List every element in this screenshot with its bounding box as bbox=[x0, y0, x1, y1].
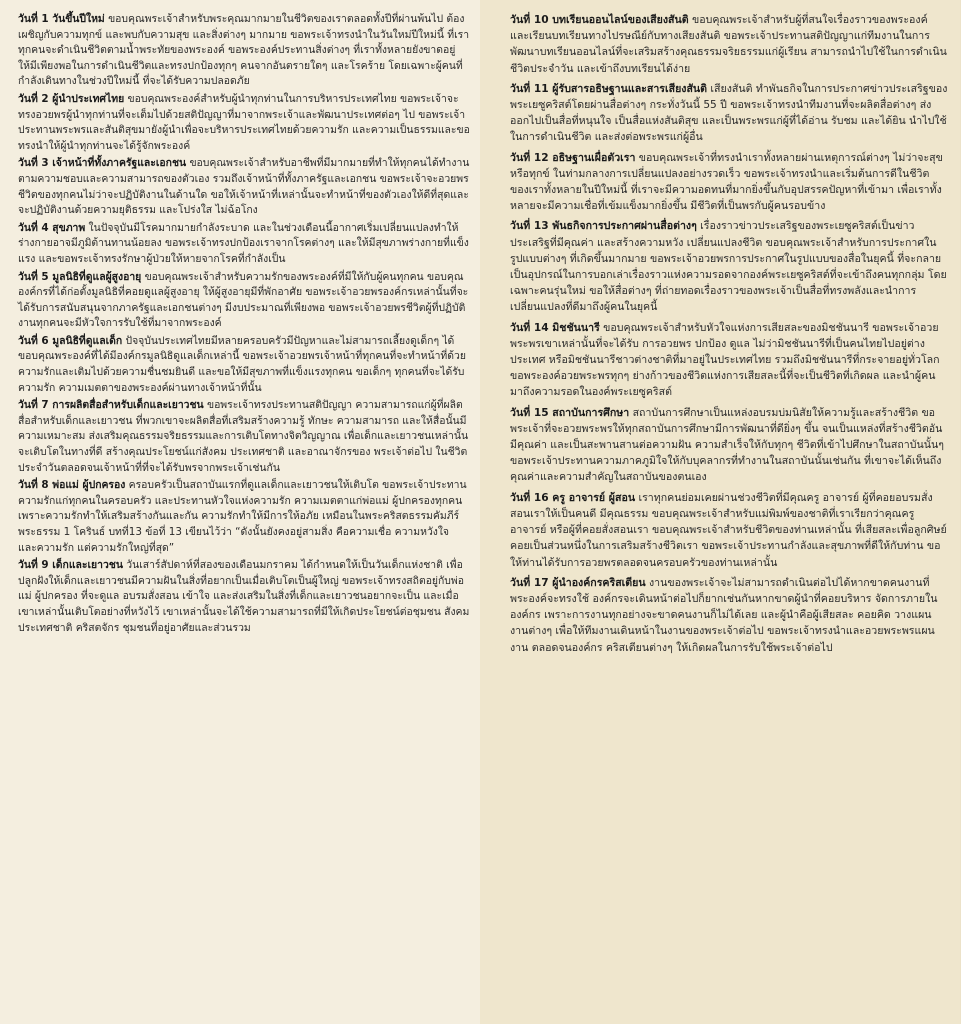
entry-heading: วันที่ 6 มูลนิธิที่ดูแลเด็ก bbox=[18, 334, 123, 347]
entry-heading: วันที่ 11 ผู้รับสารอธิษฐานและสารเสียงสันติ bbox=[510, 82, 708, 95]
entry-body: ขอบคุณพระเจ้าสำหรับผู้ที่สนใจเรื่องราวของพระองค์ และเรียนบทเรียนทางไปรษณีย์กับทางเสียงสันติ ขอพระเจ้าประทานสติปัญญาแก่ทีมงานในการพัฒนาบทเรียนออนไลน์ที่จะเสริมสร้างคุณธรรมจริยธรรมแก่ผู้เรียน สามารถนำไปใช้ในการดำเนินชีวิตประจำวัน และเข้าถึงบทเรียนได้ง่าย bbox=[510, 14, 947, 75]
entry-body: ขอบคุณพระเจ้าสำหรับหัวใจแห่งการเสียสละของมิชชันนารี ขอพระเจ้าอวยพระพรเขาเหล่านั้นที่จะได้รับ การอวยพร ปกป้อง ดูแล ไม่ว่ามิชชันนารีที่เป็นคนไทยไปอยู่ต่างประเทศ หรือมิชชันนารีชาวต่างชาติที่มาอยู่ในประเทศไทย รวมถึงมิชชันนารีที่กระจายอยู่ทั่วโลก ขอพระองค์อวยพระพรทุกๆ ย่างก้าวของชีวิตแห่งการเสียสละนี้ที่จะเป็นชีวิตที่เกิดผล และนำผู้คนมาถึงความรอดในองค์พระเยซูคริสต์ bbox=[510, 321, 940, 399]
prayer-entry-day-5 bbox=[18, 270, 470, 332]
entry-body: ขอพระเจ้าทรงประทานสติปัญญา ความสามารถแก่ผู้ที่ผลิตสื่อสำหรับเด็กและเยาวชน ที่พวกเขาจะผลิตสื่อที่เสริมสร้างความรู้ ทักษะ ความสามารถ และให้สื่อนั้นมีความเหมาะสม ส่งเสริมคุณธรรมจริยธรรมและการเติบโตทางจิตวิญญาณ เพื่อเด็กและเยาวชนเหล่านั้นจะเติบโตในทางที่ดี สร้างคุณประโยชน์แก่สังคม ประเทศชาติ และอาณาจักรของ พระเจ้าต่อไป ในชีวิตประจำวันตลอดจนเจ้าหน้าที่ที่จะได้รับพรจากพระเจ้าเช่นกัน bbox=[18, 399, 469, 474]
entry-heading: วันที่ 2 ผู้นำประเทศไทย bbox=[18, 92, 125, 105]
entry-heading: วันที่ 1 วันขึ้นปีใหม่ bbox=[18, 13, 105, 25]
prayer-entry-day-7 bbox=[18, 398, 470, 476]
prayer-entry-day-16 bbox=[510, 490, 948, 571]
prayer-entry-day-3 bbox=[18, 156, 470, 218]
entry-body: ขอบคุณพระเจ้าสำหรับพระคุณมากมายในชีวิตของเราตลอดทั้งปีที่ผ่านพ้นไป ต้องเผชิญกับความทุกข์ และพบกับความสุข และสิ่งต่างๆ มากมาย ขอพระเจ้าทรงนำในวันใหม่ปีใหม่นี้ ที่เราทุกคนจะดำเนินชีวิตตามน้ำพระทัยของพระองค์ ขอพระองค์ประทานสิ่งต่างๆ ที่เราทั้งหลายยังขาดอยู่ ให้มีเพียงพอในการดำเนินชีวิตและทรงปกป้องทุกๆ คนจากอันตรายใดๆ และโรคร้าย โดยเฉพาะผู้คนที่กำลังเดินทางในช่วงปีใหม่นี้ ที่จะได้รับความปลอดภัย bbox=[18, 13, 470, 88]
prayer-entry-day-1 bbox=[18, 12, 470, 90]
entry-body: ขอบคุณพระองค์สำหรับผู้นำทุกท่านในการบริหารประเทศไทย ขอพระเจ้าจะทรงอวยพรผู้นำทุกท่านที่จะเต็มไปด้วยสติปัญญาที่มาจากพระเจ้าและพัฒนาประเทศต่อๆ ไป ขอพระเจ้าประทานพระพรและสันติสุขมายังผู้นำเพื่อจะบริหารประเทศไทยด้วยความรัก และความเป็นธรรมและขอทรงนำให้ผู้นำทุกท่านจะได้รู้จักพระองค์ bbox=[18, 92, 470, 152]
prayer-entry-day-8 bbox=[18, 478, 470, 556]
prayer-entry-day-6 bbox=[18, 334, 470, 396]
prayer-entry-day-12 bbox=[510, 150, 948, 215]
prayer-entry-day-2 bbox=[18, 92, 470, 154]
entry-body: วันเสาร์สัปดาห์ที่สองของเดือนมกราคม ได้กำหนดให้เป็นวันเด็กแห่งชาติ เพื่อปลูกฝังให้เด็กและเยาวชนมีความฝันในสิ่งที่อยากเป็นเมื่อเติบโตเป็นผู้ใหญ่ ขอพระเจ้าทรงสถิตอยู่กับพ่อแม่ ผู้ปกครอง ที่จะดูแล อบรมสั่งสอน เข้าใจ และส่งเสริมในสิ่งที่เด็กและเยาวชนอยากจะเป็น และเมื่อเขาเหล่านั้นเติบโตอย่างที่หวังไว้ เขาเหล่านั้นจะได้ใช้ความสามารถที่มีให้เกิดประโยชน์ต่อชุมชน สังคม ประเทศชาติ คริสตจักร ชุมชนที่อยู่อาศัยและส่วนรวม bbox=[18, 559, 470, 634]
prayer-entry-day-4 bbox=[18, 221, 470, 268]
prayer-entry-day-13 bbox=[510, 218, 948, 315]
entry-heading: วันที่ 10 บทเรียนออนไลน์ของเสียงสันติ bbox=[510, 14, 689, 26]
entry-body: ครอบครัวเป็นสถาบันแรกที่ดูแลเด็กและเยาวชนให้เติบโต ขอพระเจ้าประทานความรักแก่ทุกคนในครอบครัว และประทานหัวใจแห่งความรัก ความเมตตาแก่พ่อแม่ ผู้ปกครองทุกคน เพราะความรักทำให้เสริมสร้างกันและกัน ความรักทำให้มีการให้อภัย เหมือนในพระคริสตธรรมคัมภีร์ พระธรรม 1 โครินธ์ บทที่13 ข้อที่ 13 เขียนไว้ว่า “ดังนั้นยังคงอยู่สามสิ่ง คือความเชื่อ ความหวังใจ และความรัก แต่ความรักใหญ่ที่สุด” bbox=[18, 479, 467, 554]
entry-body: ขอบคุณพระเจ้าที่ทรงนำเราทั้งหลายผ่านเหตุการณ์ต่างๆ ไม่ว่าจะสุข หรือทุกข์ ในท่ามกลางการเปลี่ยนแปลงอย่างรวดเร็ว ขอพระเจ้าทรงนำและเริ่มต้นการดีในชีวิตของเราทั้งหลายในปีใหม่นี้ ที่เราจะมีความอดทนที่มากยิ่งขึ้นกับอุปสรรคปัญหาที่เข้ามา เพื่อเราทั้งหลายจะมีความเชื่อที่เข้มแข็งมากยิ่งขึ้น มีชีวิตที่เป็นพรกับผู้คนรอบข้าง bbox=[510, 151, 943, 213]
left-column bbox=[0, 0, 480, 1024]
entry-body: สถาบันการศึกษาเป็นแหล่งอบรมบ่มนิสัยให้ความรู้และสร้างชีวิต ขอพระเจ้าที่จะอวยพระพรให้ทุกสถาบันการศึกษามีการพัฒนาที่ดียิ่งๆ ขึ้น จนเป็นแหล่งที่สร้างชีวิตอันมีคุณค่า และเป็นสะพานสานต่อความฝัน ความสำเร็จให้กับทุกๆ ชีวิตที่เข้าไปศึกษาในสถาบันนั้นๆ ขอพระเจ้าประทานความภาคภูมิใจให้กับบุคลากรที่ทำงานในสถาบันนั้นเช่นกัน ที่เขาจะได้เห็นถึงคุณค่าและความสำคัญในสถาบันของตนเอง bbox=[510, 406, 944, 484]
entry-body: ขอบคุณพระเจ้าสำหรับความรักของพระองค์ที่มีให้กับผู้คนทุกคน ขอบคุณองค์กรที่ได้ก่อตั้งมูลนิธิที่คอยดูแลผู้สูงอายุ ให้ผู้สูงอายุมีที่พักอาศัย ขอพระเจ้าอวยพรองค์กรเหล่านั้นที่จะได้รับการสนับสนุนจากภาครัฐและเอกชนต่างๆ มีงบประมาณที่เพียงพอ ขอพระเจ้าอวยพรชีวิตผู้ที่ปฏิบัติงานทุกคนจะมีหัวใจการรับใช้ที่มาจากพระองค์ bbox=[18, 270, 469, 330]
entry-body: เสียงสันติ ทำพันธกิจในการประกาศข่าวประเสริฐของพระเยซูคริสต์โดยผ่านสื่อต่างๆ กระทั่งวันนี้ 55 ปี ขอพระเจ้าทรงนำทีมงานที่จะผลิตสื่อต่างๆ ส่งออกไปเป็นสื่อที่หนุนใจ เป็นสื่อแห่งสันติสุข และเป็นพระพรแก่ผู้ที่ได้อ่าน รับชม และได้ยิน นำไปใช้ในการดำเนินชีวิต และส่งต่อพระพรแก่ผู้อื่น bbox=[510, 82, 948, 144]
entry-body: งานของพระเจ้าจะไม่สามารถดำเนินต่อไปได้หากขาดคนงานที่พระองค์จะทรงใช้ องค์กรจะเดินหน้าต่อไปก็ยากเช่นกันหากขาดผู้นำที่คอยบริหาร จัดการภายในองค์กร เพราะการงานทุกอย่างจะขาดคนงานก็ไม่ได้เลย และผู้นำคือผู้เสียสละ คอยคิด วางแผนงานต่างๆ เพื่อให้ทีมงานเดินหน้าในงานของพระเจ้าต่อไป ขอพระเจ้าทรงนำและอวยพระพรแผนงาน ตลอดจนองค์กร คริสเตียนต่างๆ ให้เกิดผลในการรับใช้พระเจ้าต่อไป bbox=[510, 576, 938, 654]
prayer-entry-day-15 bbox=[510, 405, 948, 486]
prayer-entry-day-14 bbox=[510, 320, 948, 401]
entry-heading: วันที่ 14 มิชชันนารี bbox=[510, 321, 600, 334]
right-column bbox=[480, 0, 960, 1024]
entry-heading: วันที่ 3 เจ้าหน้าที่ทั้งภาครัฐและเอกชน bbox=[18, 157, 187, 170]
entry-heading: วันที่ 4 สุขภาพ bbox=[18, 221, 86, 234]
entry-body: เราทุกคนย่อมเคยผ่านช่วงชีวิตที่มีคุณครู อาจารย์ ผู้ที่คอยอบรมสั่งสอนเราให้เป็นคนดี มีคุณธรรม ขอบคุณพระเจ้าสำหรับแม่พิมพ์ของชาติที่เราเรียกว่าคุณครู อาจารย์ หรือผู้ที่คอยสั่งสอนเรา ขอบคุณพระเจ้าสำหรับชีวิตของท่านเหล่านั้น ที่เสียสละเพื่อลูกศิษย์ คอยเป็นส่วนหนึ่งในการเสริมสร้างชีวิตเรา ขอพระเจ้าประทานกำลังและสุขภาพที่ดีให้กับท่าน ขอให้ท่านได้รับการอวยพรตลอดจนครอบครัวของท่านเหล่านั้น bbox=[510, 491, 947, 569]
entry-heading: วันที่ 16 ครู อาจารย์ ผู้สอน bbox=[510, 491, 636, 504]
entry-body: เรื่องราวข่าวประเสริฐของพระเยซูคริสต์เป็นข่าวประเสริฐที่มีคุณค่า และสร้างความหวัง เปลี่ยนแปลงชีวิต ขอบคุณพระเจ้าสำหรับการประกาศในรูปแบบต่างๆ ที่เกิดขึ้นมากมาย ขอพระเจ้าอวยพรการประกาศในรูปแบบของสื่อในยุคนี้ ที่จะกลายเป็นอุปกรณ์ในการบอกเล่าเรื่องราวแห่งความรอดจากองค์พระเยซูคริสต์ที่จะเข้าถึงคนทุกกลุ่ม โดยเฉพาะคนรุ่นใหม่ ขอให้สื่อต่างๆ ที่ถ่ายทอดเรื่องราวของพระเจ้าเป็นสื่อที่ทรงพลังและนำการเปลี่ยนแปลงที่ดีมาถึงผู้คนในยุคนี้ bbox=[510, 220, 947, 314]
entry-heading: วันที่ 12 อธิษฐานเผื่อตัวเรา bbox=[510, 151, 636, 164]
entry-heading: วันที่ 15 สถาบันการศึกษา bbox=[510, 406, 630, 419]
entry-heading: วันที่ 7 การผลิตสื่อสำหรับเด็กและเยาวชน bbox=[18, 399, 204, 412]
entry-body: ในปัจจุบันมีโรคมากมายกำลังระบาด และในช่วงเดือนนี้อากาศเริ่มเปลี่ยนแปลงทำให้ร่างกายอาจมีภูมิต้านทานน้อยลง ขอพระเจ้าทรงปกป้องเราจากโรคต่างๆ และให้มีสุขภาพร่างกายที่แข็งแรง และขอพระเจ้าทรงรักษาผู้ป่วยให้หายจากโรคที่กำลังเป็น bbox=[18, 221, 469, 265]
entry-heading: วันที่ 9 เด็กและเยาวชน bbox=[18, 559, 123, 572]
entry-heading: วันที่ 5 มูลนิธิที่ดูแลผู้สูงอายุ bbox=[18, 270, 142, 283]
prayer-entry-day-11 bbox=[510, 81, 948, 146]
entry-heading: วันที่ 17 ผู้นำองค์กรคริสเตียน bbox=[510, 576, 646, 589]
entry-body: ขอบคุณพระเจ้าสำหรับอาชีพที่มีมากมายที่ทำให้ทุกคนได้ทำงานตามความชอบและความสามารถของตัวเอง รวมถึงเจ้าหน้าที่ทั้งภาครัฐและเอกชน ขอพระเจ้าจะอวยพรชีวิตของทุกคนไม่ว่าจะปฏิบัติงานในด้านใด ขอให้เจ้าหน้าที่เหล่านั้นจะทำหน้าที่ของตัวเองให้ดีที่สุดและจะปฏิบัติงานด้วยความยุติธรรม และโปร่งใส ไม่ฉ้อโกง bbox=[18, 157, 470, 217]
entry-heading: วันที่ 8 พ่อแม่ ผู้ปกครอง bbox=[18, 479, 126, 492]
prayer-entry-day-10 bbox=[510, 12, 948, 77]
entry-heading: วันที่ 13 พันธกิจการประกาศผ่านสื่อต่างๆ bbox=[510, 220, 697, 233]
entry-body: ปัจจุบันประเทศไทยมีหลายครอบครัวมีปัญหาและไม่สามารถเลี้ยงดูเด็กๆ ได้ ขอบคุณพระองค์ที่ได้มีองค์กรมูลนิธิดูแลเด็กเหล่านี้ ขอพระเจ้าอวยพรเจ้าหน้าที่ทุกคนที่จะทำหน้าที่ด้วยความรักและเติมไปด้วยความชื่นชมยินดี และขอให้มีสุขภาพที่แข็งแรงทุกคน ขอเด็กๆ ทุกคนที่จะได้รับความรัก ความเมตตาของพระองค์ผ่านทางเจ้าหน้าที่นั้น bbox=[18, 334, 466, 394]
prayer-entry-day-17 bbox=[510, 575, 948, 656]
prayer-entry-day-9 bbox=[18, 558, 470, 636]
